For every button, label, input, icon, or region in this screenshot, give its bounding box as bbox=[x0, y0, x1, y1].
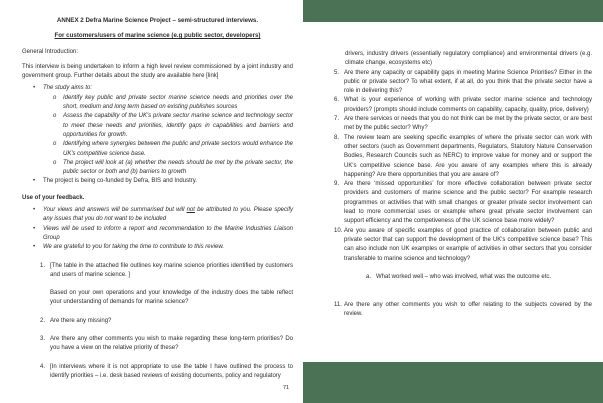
bullet-marker: o bbox=[53, 159, 57, 166]
bullet-text: Assess the capability of the UK's private sector marine science and technology sector to meet these needs and priorities, identify gaps in capabilities and barriers and opportunities for growth. bbox=[63, 113, 293, 138]
question-number: 2. bbox=[40, 317, 46, 324]
bullet-text bbox=[43, 225, 293, 244]
bullet-text-segment: We are grateful to you for taking the time to contribute to this review. bbox=[43, 244, 224, 251]
bullet-item bbox=[53, 94, 293, 113]
continuation-paragraph: drivers, industry drivers (essentially regulatory compliance) and environmental drivers (e.g. climate change, ecosystems etc) bbox=[345, 51, 592, 67]
bullet-marker: o bbox=[53, 94, 57, 101]
bullet-text bbox=[43, 243, 293, 252]
question-text: Are you aware of specific examples of good practice of collaboration between public and private sector that can support the development of the UK's competitive science base? This can also include non UK examples or example of activities in other sectors that you consider transferable to marine science and technology? bbox=[344, 227, 592, 262]
question-text: Are there any other comments you wish to make regarding these long-term priorities? Do you have a view on the relative priority of these? bbox=[50, 336, 293, 352]
document-subtitle: For customers/users of marine science (e.g public sector, developers) bbox=[54, 32, 261, 40]
feedback-list bbox=[22, 206, 293, 252]
bullet-item bbox=[33, 177, 293, 186]
bullet-item bbox=[53, 159, 293, 178]
bullet-text: The project will look at (a) whether the needs should be met by the private sector, the public sector or both and (b) barriers to growth bbox=[63, 159, 293, 176]
general-introduction-heading: General Introduction: bbox=[22, 48, 79, 55]
bullet-marker: o bbox=[53, 141, 57, 148]
question-text: [The table in the attached file outlines key marine science priorities identified by customers and users of marine science. ] bbox=[50, 262, 293, 278]
question-sub-item bbox=[366, 273, 592, 282]
bullet-marker: • bbox=[33, 244, 36, 251]
bullet-marker: • bbox=[33, 178, 36, 185]
question-body bbox=[50, 335, 293, 354]
left-questions-list bbox=[22, 262, 293, 382]
question-body bbox=[50, 363, 293, 382]
question-number: 6. bbox=[334, 97, 340, 104]
question-number: 4. bbox=[40, 363, 46, 370]
question-number: 3. bbox=[40, 336, 46, 343]
bullet-text-segment: be attributed to you. Please specify any issues that you do not want to be included bbox=[43, 207, 293, 223]
intro-paragraph: This interview is being undertaken to inform a high level review commissioned by a joint industry and government group. Further details about the study are available here [link] bbox=[22, 63, 293, 80]
question-item bbox=[334, 69, 592, 97]
question-number: 11. bbox=[334, 302, 342, 309]
bullet-marker: • bbox=[33, 85, 36, 92]
question-text: Are there any capacity or capability gaps in meeting Marine Science Priorities? Either in the public or private sector? To what extent, if at all, do you think that the private sector have a role in delivering this? bbox=[344, 69, 592, 95]
question-text: [In interviews where it is not appropriate to use the table I have outlined the process to identify priorities – i.e. desk based reviews of existing documents, policy and regulatory bbox=[50, 363, 293, 379]
sub-item-letter: a. bbox=[366, 273, 372, 280]
bullet-text: Identifying where synergies between the public and private sectors would enhance the UK's competitive science base. bbox=[63, 141, 293, 157]
question-body bbox=[344, 69, 592, 97]
question-item bbox=[334, 301, 592, 320]
question-item bbox=[40, 335, 293, 354]
bullet-text-segment: Your views and answers will be summarised but will bbox=[43, 207, 187, 214]
question-number: 9. bbox=[334, 181, 340, 188]
question-number: 1. bbox=[40, 262, 46, 269]
bullet-item bbox=[33, 225, 293, 244]
bullet-item bbox=[33, 243, 293, 252]
bullet-text-segment: Views will be used to inform a report and recommendation to the Marine Industries Liaison Group bbox=[43, 225, 293, 241]
question-number: 10. bbox=[334, 227, 343, 234]
question-item bbox=[334, 180, 592, 226]
question-item bbox=[40, 262, 293, 308]
bullet-text bbox=[43, 206, 293, 225]
question-item bbox=[334, 115, 592, 134]
question-body bbox=[344, 301, 592, 320]
bullet-item bbox=[53, 112, 293, 140]
question-body bbox=[344, 227, 592, 282]
question-body bbox=[50, 262, 293, 308]
bullet-text: The study aims to: bbox=[43, 85, 93, 92]
bullet-item bbox=[33, 84, 293, 93]
question-item bbox=[40, 317, 293, 326]
question-item bbox=[40, 363, 293, 382]
question-item bbox=[334, 96, 592, 115]
question-item bbox=[334, 134, 592, 180]
question-text: Are there any missing? bbox=[50, 317, 112, 324]
study-aims-list bbox=[22, 84, 293, 186]
feedback-heading: Use of your feedback. bbox=[22, 194, 85, 201]
bullet-item bbox=[33, 206, 293, 225]
question-text: What is your experience of working with private sector marine science and technology providers? (prompts should include comments on capability, capacity, quality, price, delivery) bbox=[344, 97, 592, 113]
right-page bbox=[303, 22, 603, 362]
question-body bbox=[344, 180, 592, 226]
sub-item-text: What worked well – who was involved, what was the outcome etc. bbox=[376, 273, 552, 280]
bullet-text-segment: not bbox=[186, 207, 195, 214]
bullet-marker: o bbox=[53, 113, 57, 120]
question-text: Based on your own operations and your knowledge of the industry does the table reflect your understanding of demands for marine science? bbox=[50, 290, 293, 306]
question-text: Are there ‘missed opportunities’ for more effective collaboration between private sector providers and customers of marine science and the public sector? For example research programmes or activities that with small changes or greater private sector involvement can lead to more commercial uses or example where great private sector involvement can support efficiency and the competiveness of the UK science base more widely? bbox=[344, 181, 592, 225]
question-text: The review team are seeking specific examples of where the private sector can work with other sectors (such as Government departments, Regulators, Statutory Nature Conservation Bodies, Research Councils such as NERC) to improve value for money and or support the UK's competitive science base. Are you aware of any examples where this is already happening? Are there opportunities that you are aware of? bbox=[344, 134, 592, 178]
question-number: 8. bbox=[334, 134, 340, 141]
document-title: ANNEX 2 Defra Marine Science Project – semi-structured interviews. bbox=[56, 17, 259, 24]
right-questions-list bbox=[334, 69, 592, 320]
question-text: Are there any other comments you wish to offer relating to the subjects covered by the review. bbox=[344, 302, 592, 318]
question-body bbox=[344, 96, 592, 115]
question-number: 5. bbox=[334, 69, 340, 76]
question-item bbox=[334, 227, 592, 282]
question-text: Are there services or needs that you do not think can be met by the private sector, or are best met by the public sector? Why? bbox=[344, 116, 592, 132]
bullet-marker: • bbox=[33, 225, 36, 232]
bullet-marker: • bbox=[33, 207, 36, 214]
question-body bbox=[50, 317, 293, 326]
bullet-text: Identify key public and private sector marine science needs and priorities over the short, medium and long term based on existing publishes sources bbox=[63, 94, 293, 111]
question-body bbox=[344, 115, 592, 134]
page-number: 71 bbox=[283, 385, 290, 391]
bullet-item bbox=[53, 140, 293, 159]
bullet-text: The project is being co-funded by Defra, BIS and Industry. bbox=[43, 178, 197, 185]
question-body bbox=[344, 134, 592, 180]
question-number: 7. bbox=[334, 116, 340, 123]
